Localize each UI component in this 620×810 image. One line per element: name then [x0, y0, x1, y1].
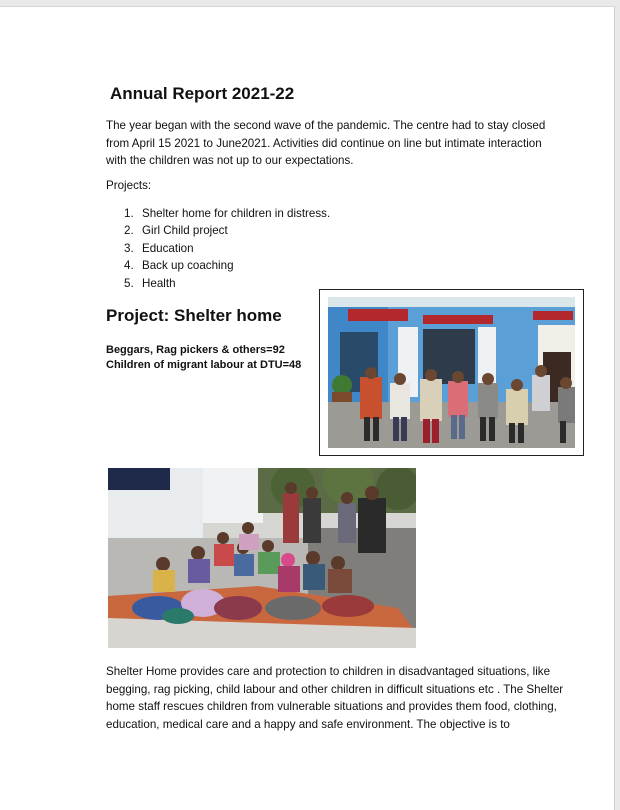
intro-paragraph: The year began with the second wave of the pandemic. The centre had to stay closed from April 15 2021 to June2021. Activities did continue on line but intimate interaction with the children was not up to our expectations.: [106, 119, 546, 167]
document-page: [0, 6, 615, 810]
shelter-building-photo: [328, 297, 575, 448]
body-paragraph: Shelter Home provides care and protection to children in disadvantaged situations, like begging, rag picking, child labour and other children in difficult situations etc . The Shelter home staff rescues children from vulnerable situations and provides them food, clothing, education, medical care and a happy and safe environment. The objective is to: [106, 665, 564, 731]
list-number: 5.: [124, 276, 134, 290]
stats-line-beggars: Beggars, Rag pickers & others=92: [106, 344, 285, 356]
list-text: Shelter home for children in distress.: [142, 207, 331, 220]
list-number: 4.: [124, 259, 134, 273]
list-item: [124, 205, 330, 222]
stats-line-migrant: Children of migrant labour at DTU=48: [106, 359, 302, 371]
list-item: [124, 240, 330, 257]
project-list: [124, 205, 330, 292]
stats-block: [106, 343, 301, 373]
report-title: Annual Report 2021-22: [110, 84, 295, 103]
list-number: 2.: [124, 224, 134, 238]
list-text: Back up coaching: [142, 259, 234, 273]
list-item: [124, 257, 330, 274]
list-item: [124, 275, 330, 292]
section-heading: Project: Shelter home: [106, 306, 282, 325]
list-item: [124, 222, 330, 239]
photo-frame: [319, 289, 584, 456]
list-text: Girl Child project: [142, 224, 228, 238]
children-clothes-photo: [108, 468, 416, 648]
list-text: Health: [142, 276, 176, 290]
list-text: Education: [142, 241, 194, 255]
projects-label: Projects:: [106, 179, 152, 192]
list-number: 1.: [124, 207, 134, 220]
list-number: 3.: [124, 241, 134, 255]
